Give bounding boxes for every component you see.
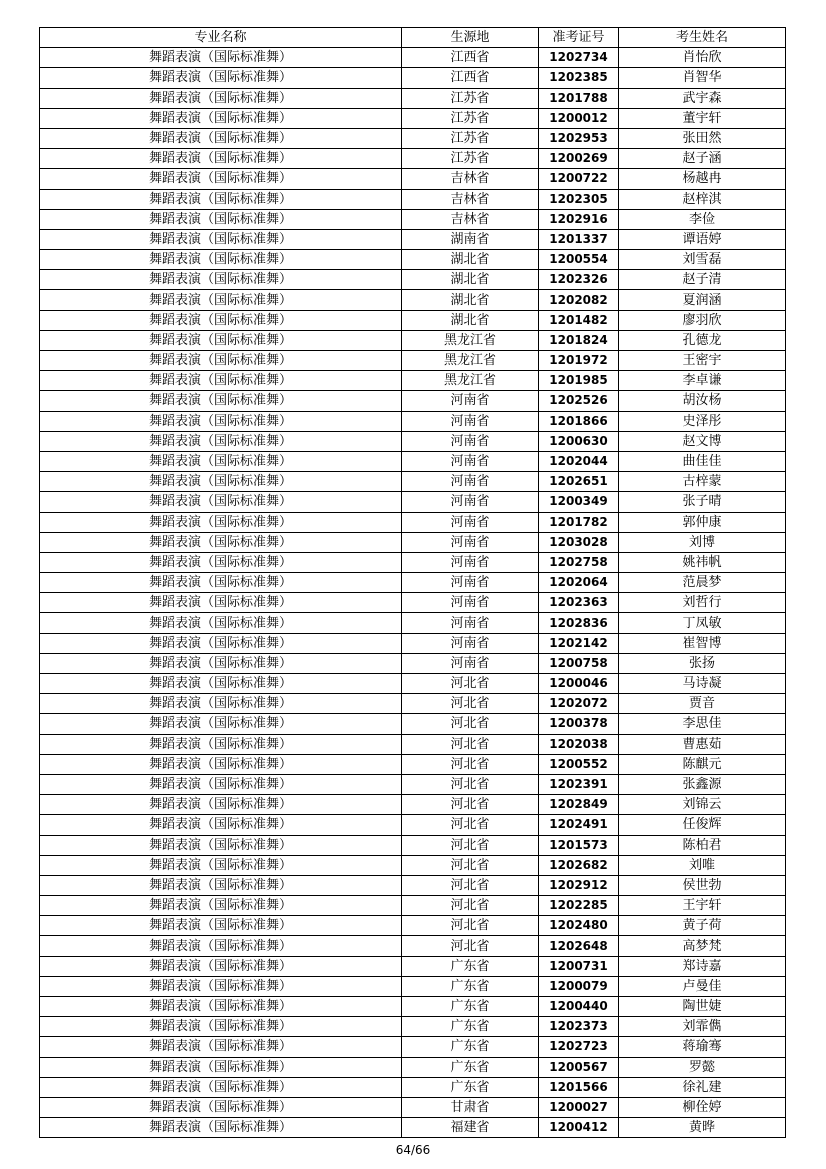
cell-student-name: 李卓谦 — [619, 371, 786, 391]
cell-exam-number: 1202391 — [539, 774, 619, 794]
table-row — [40, 391, 786, 411]
cell-province: 河北省 — [402, 674, 539, 694]
cell-major: 舞蹈表演（国际标准舞） — [40, 250, 402, 270]
cell-exam-number: 1203028 — [539, 532, 619, 552]
cell-major: 舞蹈表演（国际标准舞） — [40, 1097, 402, 1117]
cell-student-name: 刘霏儁 — [619, 1017, 786, 1037]
table-row — [40, 270, 786, 290]
cell-exam-number: 1200731 — [539, 956, 619, 976]
cell-major: 舞蹈表演（国际标准舞） — [40, 128, 402, 148]
cell-student-name: 夏润涵 — [619, 290, 786, 310]
table-row — [40, 108, 786, 128]
cell-exam-number: 1200079 — [539, 976, 619, 996]
table-row — [40, 431, 786, 451]
cell-province: 河北省 — [402, 754, 539, 774]
cell-province: 湖北省 — [402, 310, 539, 330]
cell-student-name: 刘雪磊 — [619, 250, 786, 270]
cell-exam-number: 1200269 — [539, 149, 619, 169]
cell-province: 广东省 — [402, 1057, 539, 1077]
cell-exam-number: 1200046 — [539, 674, 619, 694]
cell-province: 河北省 — [402, 714, 539, 734]
cell-exam-number: 1200378 — [539, 714, 619, 734]
table-row — [40, 694, 786, 714]
cell-student-name: 陈麒元 — [619, 754, 786, 774]
cell-province: 江苏省 — [402, 88, 539, 108]
cell-province: 河南省 — [402, 391, 539, 411]
cell-major: 舞蹈表演（国际标准舞） — [40, 815, 402, 835]
cell-major: 舞蹈表演（国际标准舞） — [40, 552, 402, 572]
cell-exam-number: 1202064 — [539, 573, 619, 593]
cell-student-name: 黄子荷 — [619, 916, 786, 936]
cell-student-name: 王密宇 — [619, 351, 786, 371]
cell-exam-number: 1202363 — [539, 593, 619, 613]
cell-student-name: 崔智博 — [619, 633, 786, 653]
cell-exam-number: 1202758 — [539, 552, 619, 572]
table-header-row — [40, 28, 786, 48]
cell-student-name: 徐礼建 — [619, 1077, 786, 1097]
cell-exam-number: 1201972 — [539, 351, 619, 371]
cell-major: 舞蹈表演（国际标准舞） — [40, 391, 402, 411]
cell-student-name: 李俭 — [619, 209, 786, 229]
cell-student-name: 古梓蒙 — [619, 472, 786, 492]
cell-student-name: 肖怡欣 — [619, 48, 786, 68]
cell-major: 舞蹈表演（国际标准舞） — [40, 411, 402, 431]
cell-major: 舞蹈表演（国际标准舞） — [40, 734, 402, 754]
cell-major: 舞蹈表演（国际标准舞） — [40, 613, 402, 633]
cell-major: 舞蹈表演（国际标准舞） — [40, 492, 402, 512]
cell-major: 舞蹈表演（国际标准舞） — [40, 997, 402, 1017]
table-row — [40, 209, 786, 229]
table-row — [40, 916, 786, 936]
cell-exam-number: 1202912 — [539, 875, 619, 895]
cell-province: 广东省 — [402, 997, 539, 1017]
cell-exam-number: 1202734 — [539, 48, 619, 68]
cell-exam-number: 1201566 — [539, 1077, 619, 1097]
cell-exam-number: 1201788 — [539, 88, 619, 108]
cell-major: 舞蹈表演（国际标准舞） — [40, 754, 402, 774]
table-row — [40, 532, 786, 552]
cell-student-name: 曹惠茹 — [619, 734, 786, 754]
table-row — [40, 997, 786, 1017]
table-row — [40, 411, 786, 431]
cell-province: 河北省 — [402, 734, 539, 754]
table-row — [40, 1037, 786, 1057]
cell-student-name: 廖羽欣 — [619, 310, 786, 330]
cell-exam-number: 1202682 — [539, 855, 619, 875]
cell-major: 舞蹈表演（国际标准舞） — [40, 573, 402, 593]
cell-exam-number: 1201573 — [539, 835, 619, 855]
table-row — [40, 472, 786, 492]
table-row — [40, 573, 786, 593]
cell-student-name: 陈柏君 — [619, 835, 786, 855]
cell-student-name: 任俊辉 — [619, 815, 786, 835]
cell-province: 江苏省 — [402, 128, 539, 148]
cell-exam-number: 1202648 — [539, 936, 619, 956]
cell-province: 河南省 — [402, 552, 539, 572]
cell-exam-number: 1202072 — [539, 694, 619, 714]
cell-major: 舞蹈表演（国际标准舞） — [40, 916, 402, 936]
table-row — [40, 330, 786, 350]
table-row — [40, 128, 786, 148]
cell-major: 舞蹈表演（国际标准舞） — [40, 1057, 402, 1077]
cell-student-name: 刘博 — [619, 532, 786, 552]
cell-major: 舞蹈表演（国际标准舞） — [40, 290, 402, 310]
cell-student-name: 杨越冉 — [619, 169, 786, 189]
cell-major: 舞蹈表演（国际标准舞） — [40, 310, 402, 330]
table-row — [40, 815, 786, 835]
cell-student-name: 张扬 — [619, 653, 786, 673]
cell-province: 河北省 — [402, 835, 539, 855]
cell-province: 甘肃省 — [402, 1097, 539, 1117]
table-row — [40, 714, 786, 734]
cell-major: 舞蹈表演（国际标准舞） — [40, 835, 402, 855]
cell-student-name: 柳佺婷 — [619, 1097, 786, 1117]
cell-exam-number: 1200412 — [539, 1118, 619, 1138]
cell-exam-number: 1201985 — [539, 371, 619, 391]
cell-province: 福建省 — [402, 1118, 539, 1138]
cell-student-name: 范晨梦 — [619, 573, 786, 593]
cell-major: 舞蹈表演（国际标准舞） — [40, 351, 402, 371]
cell-exam-number: 1201866 — [539, 411, 619, 431]
cell-major: 舞蹈表演（国际标准舞） — [40, 88, 402, 108]
cell-province: 湖北省 — [402, 290, 539, 310]
cell-province: 广东省 — [402, 976, 539, 996]
cell-major: 舞蹈表演（国际标准舞） — [40, 694, 402, 714]
cell-student-name: 赵文博 — [619, 431, 786, 451]
cell-major: 舞蹈表演（国际标准舞） — [40, 1037, 402, 1057]
table-row — [40, 250, 786, 270]
table-row — [40, 451, 786, 471]
cell-student-name: 王宇轩 — [619, 896, 786, 916]
cell-major: 舞蹈表演（国际标准舞） — [40, 472, 402, 492]
cell-exam-number: 1200440 — [539, 997, 619, 1017]
cell-major: 舞蹈表演（国际标准舞） — [40, 169, 402, 189]
cell-exam-number: 1201337 — [539, 229, 619, 249]
cell-student-name: 马诗凝 — [619, 674, 786, 694]
cell-student-name: 曲佳佳 — [619, 451, 786, 471]
cell-student-name: 丁凤敏 — [619, 613, 786, 633]
cell-student-name: 武宇森 — [619, 88, 786, 108]
header-major: 专业名称 — [40, 28, 402, 48]
cell-exam-number: 1202849 — [539, 795, 619, 815]
cell-province: 江西省 — [402, 68, 539, 88]
cell-province: 河北省 — [402, 896, 539, 916]
cell-province: 吉林省 — [402, 169, 539, 189]
cell-student-name: 贾音 — [619, 694, 786, 714]
cell-exam-number: 1201782 — [539, 512, 619, 532]
table-row — [40, 976, 786, 996]
cell-major: 舞蹈表演（国际标准舞） — [40, 774, 402, 794]
table-row — [40, 653, 786, 673]
cell-province: 广东省 — [402, 1077, 539, 1097]
table-row — [40, 351, 786, 371]
cell-major: 舞蹈表演（国际标准舞） — [40, 795, 402, 815]
cell-student-name: 张子晴 — [619, 492, 786, 512]
cell-exam-number: 1202723 — [539, 1037, 619, 1057]
cell-student-name: 孔德龙 — [619, 330, 786, 350]
cell-student-name: 谭语婷 — [619, 229, 786, 249]
table-row — [40, 189, 786, 209]
cell-province: 河南省 — [402, 613, 539, 633]
cell-province: 河南省 — [402, 573, 539, 593]
cell-exam-number: 1202285 — [539, 896, 619, 916]
cell-major: 舞蹈表演（国际标准舞） — [40, 674, 402, 694]
cell-province: 江苏省 — [402, 149, 539, 169]
cell-exam-number: 1200012 — [539, 108, 619, 128]
cell-province: 广东省 — [402, 1017, 539, 1037]
cell-major: 舞蹈表演（国际标准舞） — [40, 714, 402, 734]
cell-student-name: 姚祎帆 — [619, 552, 786, 572]
cell-student-name: 赵子涵 — [619, 149, 786, 169]
cell-student-name: 张鑫源 — [619, 774, 786, 794]
cell-province: 河北省 — [402, 795, 539, 815]
cell-exam-number: 1200630 — [539, 431, 619, 451]
cell-province: 河北省 — [402, 694, 539, 714]
cell-province: 吉林省 — [402, 209, 539, 229]
cell-province: 河北省 — [402, 815, 539, 835]
cell-major: 舞蹈表演（国际标准舞） — [40, 1017, 402, 1037]
cell-student-name: 蒋瑜骞 — [619, 1037, 786, 1057]
cell-province: 河南省 — [402, 431, 539, 451]
cell-major: 舞蹈表演（国际标准舞） — [40, 1118, 402, 1138]
cell-exam-number: 1201482 — [539, 310, 619, 330]
table-row — [40, 734, 786, 754]
cell-exam-number: 1202082 — [539, 290, 619, 310]
table-row — [40, 1118, 786, 1138]
cell-exam-number: 1201824 — [539, 330, 619, 350]
cell-province: 河南省 — [402, 593, 539, 613]
table-row — [40, 512, 786, 532]
table-row — [40, 1017, 786, 1037]
cell-province: 广东省 — [402, 956, 539, 976]
cell-major: 舞蹈表演（国际标准舞） — [40, 189, 402, 209]
table-row — [40, 754, 786, 774]
cell-province: 黑龙江省 — [402, 351, 539, 371]
cell-major: 舞蹈表演（国际标准舞） — [40, 532, 402, 552]
cell-student-name: 刘哲行 — [619, 593, 786, 613]
table-row — [40, 492, 786, 512]
cell-major: 舞蹈表演（国际标准舞） — [40, 48, 402, 68]
cell-student-name: 郑诗嘉 — [619, 956, 786, 976]
cell-province: 河北省 — [402, 936, 539, 956]
cell-exam-number: 1202326 — [539, 270, 619, 290]
header-exam-number: 准考证号 — [539, 28, 619, 48]
cell-province: 湖北省 — [402, 270, 539, 290]
cell-exam-number: 1200554 — [539, 250, 619, 270]
table-row — [40, 371, 786, 391]
cell-province: 江西省 — [402, 48, 539, 68]
cell-province: 河北省 — [402, 774, 539, 794]
cell-major: 舞蹈表演（国际标准舞） — [40, 229, 402, 249]
cell-student-name: 黄晔 — [619, 1118, 786, 1138]
cell-major: 舞蹈表演（国际标准舞） — [40, 330, 402, 350]
table-row — [40, 593, 786, 613]
cell-exam-number: 1202385 — [539, 68, 619, 88]
cell-student-name: 胡汝杨 — [619, 391, 786, 411]
cell-exam-number: 1202038 — [539, 734, 619, 754]
cell-student-name: 赵梓淇 — [619, 189, 786, 209]
table-row — [40, 774, 786, 794]
cell-student-name: 卢曼佳 — [619, 976, 786, 996]
cell-exam-number: 1202651 — [539, 472, 619, 492]
table-row — [40, 835, 786, 855]
cell-province: 河南省 — [402, 512, 539, 532]
table-row — [40, 956, 786, 976]
cell-exam-number: 1200722 — [539, 169, 619, 189]
cell-province: 河南省 — [402, 532, 539, 552]
table-row — [40, 875, 786, 895]
cell-province: 江苏省 — [402, 108, 539, 128]
cell-major: 舞蹈表演（国际标准舞） — [40, 896, 402, 916]
cell-student-name: 侯世勃 — [619, 875, 786, 895]
cell-province: 河北省 — [402, 916, 539, 936]
table-row — [40, 1097, 786, 1117]
cell-province: 河北省 — [402, 855, 539, 875]
table-row — [40, 229, 786, 249]
table-row — [40, 1077, 786, 1097]
cell-major: 舞蹈表演（国际标准舞） — [40, 936, 402, 956]
cell-student-name: 罗懿 — [619, 1057, 786, 1077]
cell-province: 湖北省 — [402, 250, 539, 270]
cell-student-name: 刘锦云 — [619, 795, 786, 815]
table-row — [40, 68, 786, 88]
table-row — [40, 633, 786, 653]
cell-major: 舞蹈表演（国际标准舞） — [40, 68, 402, 88]
cell-province: 河南省 — [402, 492, 539, 512]
cell-major: 舞蹈表演（国际标准舞） — [40, 956, 402, 976]
cell-province: 河南省 — [402, 472, 539, 492]
cell-student-name: 陶世婕 — [619, 997, 786, 1017]
cell-major: 舞蹈表演（国际标准舞） — [40, 431, 402, 451]
cell-student-name: 李思佳 — [619, 714, 786, 734]
cell-exam-number: 1202142 — [539, 633, 619, 653]
table-row — [40, 552, 786, 572]
cell-major: 舞蹈表演（国际标准舞） — [40, 371, 402, 391]
cell-province: 河南省 — [402, 411, 539, 431]
cell-major: 舞蹈表演（国际标准舞） — [40, 451, 402, 471]
cell-province: 广东省 — [402, 1037, 539, 1057]
cell-student-name: 赵子清 — [619, 270, 786, 290]
cell-major: 舞蹈表演（国际标准舞） — [40, 653, 402, 673]
cell-exam-number: 1200552 — [539, 754, 619, 774]
cell-exam-number: 1200349 — [539, 492, 619, 512]
cell-exam-number: 1200027 — [539, 1097, 619, 1117]
cell-province: 河南省 — [402, 633, 539, 653]
cell-student-name: 高梦梵 — [619, 936, 786, 956]
cell-exam-number: 1200567 — [539, 1057, 619, 1077]
table-row — [40, 290, 786, 310]
cell-exam-number: 1202953 — [539, 128, 619, 148]
cell-exam-number: 1202044 — [539, 451, 619, 471]
table-row — [40, 149, 786, 169]
header-student-name: 考生姓名 — [619, 28, 786, 48]
table-row — [40, 896, 786, 916]
cell-student-name: 郭仲康 — [619, 512, 786, 532]
cell-province: 黑龙江省 — [402, 330, 539, 350]
cell-province: 河南省 — [402, 653, 539, 673]
cell-major: 舞蹈表演（国际标准舞） — [40, 209, 402, 229]
table-row — [40, 674, 786, 694]
table-row — [40, 169, 786, 189]
cell-province: 黑龙江省 — [402, 371, 539, 391]
cell-major: 舞蹈表演（国际标准舞） — [40, 149, 402, 169]
cell-student-name: 史泽彤 — [619, 411, 786, 431]
cell-exam-number: 1202480 — [539, 916, 619, 936]
cell-major: 舞蹈表演（国际标准舞） — [40, 633, 402, 653]
cell-province: 河北省 — [402, 875, 539, 895]
table-row — [40, 310, 786, 330]
table-row — [40, 48, 786, 68]
table-row — [40, 88, 786, 108]
cell-major: 舞蹈表演（国际标准舞） — [40, 976, 402, 996]
cell-major: 舞蹈表演（国际标准舞） — [40, 108, 402, 128]
cell-major: 舞蹈表演（国际标准舞） — [40, 855, 402, 875]
header-province: 生源地 — [402, 28, 539, 48]
cell-province: 湖南省 — [402, 229, 539, 249]
table-row — [40, 855, 786, 875]
cell-student-name: 董宇轩 — [619, 108, 786, 128]
cell-province: 河南省 — [402, 451, 539, 471]
cell-student-name: 肖智华 — [619, 68, 786, 88]
cell-major: 舞蹈表演（国际标准舞） — [40, 875, 402, 895]
admission-list-table — [39, 27, 786, 1138]
cell-exam-number: 1202526 — [539, 391, 619, 411]
table-row — [40, 1057, 786, 1077]
cell-exam-number: 1202836 — [539, 613, 619, 633]
cell-major: 舞蹈表演（国际标准舞） — [40, 270, 402, 290]
table-row — [40, 936, 786, 956]
page-number: 64/66 — [395, 1143, 431, 1157]
cell-exam-number: 1202305 — [539, 189, 619, 209]
cell-major: 舞蹈表演（国际标准舞） — [40, 1077, 402, 1097]
cell-student-name: 刘唯 — [619, 855, 786, 875]
cell-student-name: 张田然 — [619, 128, 786, 148]
cell-exam-number: 1200758 — [539, 653, 619, 673]
table-row — [40, 613, 786, 633]
cell-province: 吉林省 — [402, 189, 539, 209]
cell-major: 舞蹈表演（国际标准舞） — [40, 512, 402, 532]
table-row — [40, 795, 786, 815]
cell-exam-number: 1202373 — [539, 1017, 619, 1037]
cell-exam-number: 1202916 — [539, 209, 619, 229]
cell-major: 舞蹈表演（国际标准舞） — [40, 593, 402, 613]
cell-exam-number: 1202491 — [539, 815, 619, 835]
